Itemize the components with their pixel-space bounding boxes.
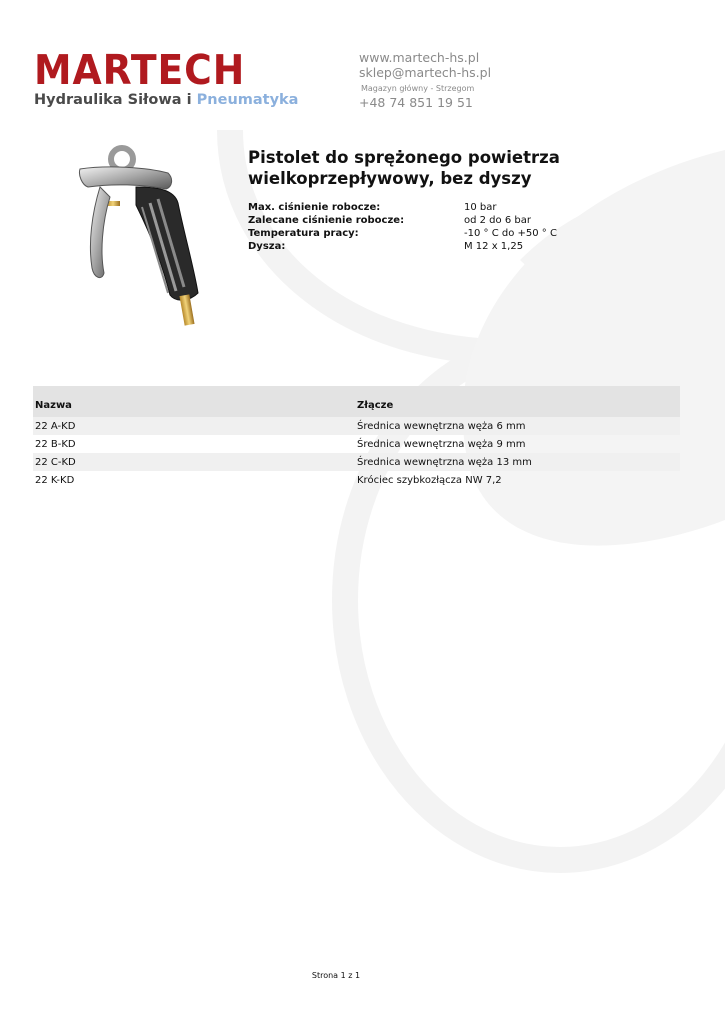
spec-value: 10 bar	[464, 202, 497, 213]
table-header	[33, 386, 680, 417]
cell-connector: Średnica wewnętrzna węża 9 mm	[357, 438, 526, 450]
spec-row	[248, 214, 668, 227]
spec-row	[248, 240, 668, 253]
brand-name: MARTECH	[34, 46, 246, 94]
air-blow-gun-image	[66, 143, 216, 333]
product-title	[248, 147, 668, 189]
spec-label: Max. ciśnienie robocze:	[248, 202, 381, 213]
table-row	[33, 471, 680, 489]
product-title-line2: wielkoprzepływowy, bez dyszy	[248, 169, 532, 188]
cell-name: 22 K-KD	[35, 474, 75, 486]
spec-value: M 12 x 1,25	[464, 241, 524, 252]
cell-connector: Średnica wewnętrzna węża 6 mm	[357, 420, 526, 432]
header-nazwa: Nazwa	[35, 400, 72, 411]
brand-tagline-part1: Hydraulika Siłowa i	[34, 92, 197, 108]
spec-value: od 2 do 6 bar	[464, 215, 531, 226]
cell-name: 22 A-KD	[35, 420, 76, 432]
table-row	[33, 435, 680, 453]
website-link[interactable]: www.martech-hs.pl	[359, 50, 480, 65]
spec-label: Zalecane ciśnienie robocze:	[248, 215, 405, 226]
spec-label: Temperatura pracy:	[248, 228, 359, 239]
product-specs	[248, 201, 668, 253]
cell-name: 22 B-KD	[35, 438, 76, 450]
spec-row	[248, 227, 668, 240]
store-location: Magazyn główny - Strzegom	[361, 84, 475, 93]
spec-label: Dysza:	[248, 241, 286, 252]
table-row	[33, 417, 680, 435]
page-number: Strona 1 z 1	[311, 971, 361, 980]
contact-block	[359, 50, 491, 110]
cell-connector: Króciec szybkozłącza NW 7,2	[357, 474, 502, 486]
phone-number: +48 74 851 19 51	[359, 95, 473, 110]
cell-connector: Średnica wewnętrzna węża 13 mm	[357, 456, 532, 468]
product-title-line1: Pistolet do sprężonego powietrza	[248, 148, 560, 167]
brand-tagline-part2: Pneumatyka	[196, 92, 299, 108]
spec-value: -10 ° C do +50 ° C	[464, 228, 557, 239]
spec-row	[248, 201, 668, 214]
cell-name: 22 C-KD	[35, 456, 76, 468]
variants-table	[33, 386, 680, 489]
email-link[interactable]: sklep@martech-hs.pl	[359, 65, 492, 80]
table-row	[33, 453, 680, 471]
header-zlacze: Złącze	[357, 400, 394, 411]
brand-logo	[34, 46, 299, 109]
